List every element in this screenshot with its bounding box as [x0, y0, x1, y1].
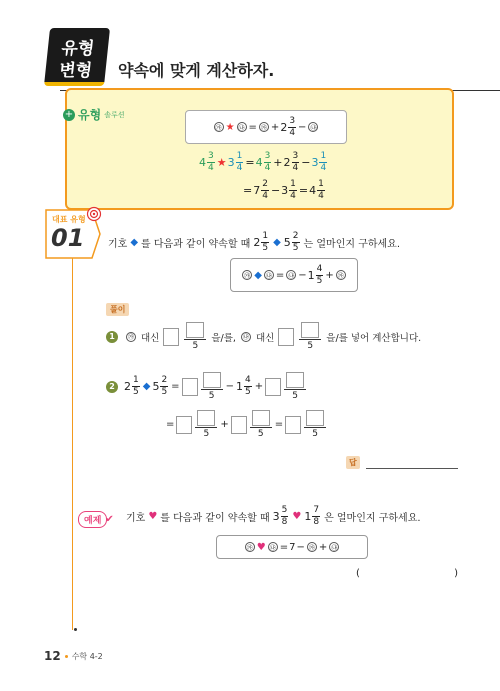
mixed-number [256, 152, 273, 173]
numerator: 1 [262, 231, 269, 241]
mixed-number [273, 506, 290, 527]
plus: + [254, 381, 264, 392]
answer-whole-box[interactable] [176, 416, 192, 434]
denominator: 4 [208, 163, 214, 173]
plus: + [318, 541, 328, 553]
equals: = [298, 184, 309, 197]
numerator: 3 [289, 115, 296, 126]
numerator: 4 [244, 375, 251, 385]
whole: 4 [199, 156, 206, 169]
answer-area [346, 456, 458, 469]
denominator: 5 [244, 387, 251, 397]
fraction [316, 265, 324, 286]
denominator: 4 [318, 191, 324, 201]
plus: + [270, 121, 280, 133]
problem-tag-num: 01 [51, 224, 85, 252]
example-answer[interactable] [356, 568, 458, 579]
solution-step-1 [106, 322, 421, 351]
fraction [261, 180, 269, 201]
page-number: 12 [44, 649, 61, 663]
step-number: 1 [106, 331, 118, 343]
minus: − [296, 541, 305, 553]
symbol-na: ㉯ [264, 270, 274, 280]
whole: 1 [307, 268, 315, 282]
minus: − [298, 269, 307, 281]
whole: 1 [304, 510, 312, 523]
type-badge [44, 28, 110, 86]
mixed-number [284, 232, 301, 253]
symbol-ga: ㉮ [336, 270, 346, 280]
fraction [292, 232, 300, 253]
answer-whole-box[interactable] [182, 378, 198, 396]
mixed-number [284, 152, 301, 173]
denominator: 4 [290, 191, 296, 201]
review-tag-sub: 솔루션 [104, 110, 125, 119]
fraction [207, 152, 215, 173]
whole: 1 [235, 380, 243, 393]
plus: + [325, 269, 334, 281]
fraction [244, 376, 252, 397]
denominator: 5 [208, 391, 215, 401]
numerator: 2 [161, 375, 168, 385]
whole: 5 [283, 236, 291, 249]
example-text: 기호 [126, 513, 146, 524]
denominator: 5 [203, 429, 210, 439]
check-icon: ✔ [105, 514, 114, 525]
step-text: 을/를 넣어 계산합니다. [326, 332, 422, 344]
equals: = [279, 541, 289, 553]
answer-numerator-box[interactable] [306, 410, 324, 426]
problem-text: 는 얼마인지 구하세요. [303, 239, 401, 250]
whole: 4 [255, 156, 263, 169]
whole: 3 [272, 510, 280, 523]
answer-whole-box[interactable] [265, 378, 281, 396]
answer-numerator-box[interactable] [203, 372, 221, 388]
numerator: 5 [281, 505, 288, 515]
minus: − [301, 156, 311, 169]
step-text: 대신 [141, 332, 160, 344]
equals: = [166, 419, 175, 430]
header [0, 0, 500, 100]
footer-dot [65, 655, 68, 658]
fraction [160, 376, 168, 397]
fraction [312, 506, 320, 527]
answer-whole-box[interactable] [278, 328, 294, 346]
mixed-number [228, 152, 245, 173]
diamond-icon: ◆ [254, 269, 262, 281]
badge-line2: 변형 [58, 61, 94, 81]
equals: = [171, 381, 180, 392]
fraction-answer [195, 410, 217, 439]
numerator: 1 [236, 151, 243, 161]
symbol-na: ㉯ [286, 270, 296, 280]
star-icon: ★ [216, 156, 227, 169]
problem-text: 를 다음과 같이 약속할 때 [141, 239, 251, 250]
numerator: 3 [208, 151, 214, 161]
equals: = [248, 121, 257, 133]
numerator: 3 [264, 151, 271, 161]
minus: − [298, 121, 307, 133]
symbol-ga: ㉮ [307, 542, 317, 552]
denominator: 5 [292, 243, 299, 253]
mixed-number [124, 376, 141, 397]
example-tag [78, 511, 114, 528]
denominator: 4 [289, 127, 296, 138]
example-text: 를 다음과 같이 약속할 때 [160, 513, 270, 524]
equals: = [274, 419, 284, 430]
page-title: 약속에 맞게 계산하자. [118, 61, 275, 80]
numerator: 1 [133, 375, 139, 385]
fraction [289, 180, 297, 201]
answer-numerator-box[interactable] [286, 372, 304, 388]
fraction [319, 152, 327, 173]
solution-label: 풀이 [106, 303, 129, 316]
symbol-na: ㉯ [329, 542, 339, 552]
denominator: 5 [292, 391, 298, 401]
plus-icon: + [64, 109, 74, 120]
numerator: 2 [292, 231, 299, 241]
review-tag-label: 유형 [78, 108, 102, 122]
denominator: 4 [292, 163, 299, 173]
symbol-ga: ㉮ [126, 332, 136, 342]
numerator: 7 [313, 505, 320, 515]
review-tag [63, 106, 124, 123]
example-text: 은 얼마인지 구하세요. [324, 513, 421, 524]
denominator: 5 [257, 429, 264, 439]
whole: 3 [281, 184, 289, 197]
answer-numerator-box[interactable] [252, 410, 270, 426]
numerator: 2 [262, 179, 268, 189]
numerator: 4 [316, 263, 323, 274]
answer-whole-box[interactable] [285, 416, 301, 434]
problem-statement [108, 232, 400, 253]
whole: 3 [227, 156, 235, 169]
step-text: 을/를, [211, 332, 236, 344]
mixed-number [280, 117, 297, 138]
symbol-ga: ㉮ [245, 542, 255, 552]
answer-whole-box[interactable] [231, 416, 247, 434]
fraction [132, 376, 140, 397]
answer-numerator-box[interactable] [301, 322, 319, 338]
step-text: 대신 [255, 332, 275, 344]
symbol-na: ㉯ [268, 542, 278, 552]
example-statement [126, 506, 421, 527]
whole: 2 [280, 120, 288, 134]
review-panel [65, 88, 454, 210]
denominator: 5 [262, 243, 269, 253]
symbol-ga: ㉮ [214, 122, 224, 132]
minus: − [225, 381, 234, 392]
review-line1 [199, 152, 328, 173]
whole: 5 [152, 380, 160, 393]
whole: 2 [253, 236, 261, 249]
denominator: 5 [161, 387, 168, 397]
symbol-na: ㉯ [237, 122, 247, 132]
fraction [264, 152, 272, 173]
symbol-ga: ㉮ [259, 122, 269, 132]
paren-open: ( [356, 568, 360, 579]
problem-text: 기호 [108, 239, 128, 250]
diamond-icon: ◆ [130, 237, 139, 248]
fraction-answer [201, 372, 223, 401]
symbol-ga: ㉮ [242, 270, 252, 280]
number: 7 [289, 541, 296, 553]
answer-line[interactable] [366, 457, 458, 469]
heart-icon: ♥ [292, 511, 302, 522]
fraction [281, 506, 289, 527]
denominator: 4 [264, 163, 271, 173]
margin-dot [74, 628, 77, 631]
solution-step-2-continued [166, 410, 327, 439]
mixed-number [199, 152, 216, 173]
numerator: 1 [290, 179, 296, 189]
minus: − [270, 184, 281, 197]
symbol-na: ㉯ [241, 332, 251, 342]
problem-rule-box [230, 258, 358, 292]
star-icon: ★ [225, 121, 235, 133]
mixed-number [308, 265, 325, 286]
denominator: 5 [133, 387, 139, 397]
denominator: 5 [316, 275, 323, 286]
answer-whole-box[interactable] [163, 328, 179, 346]
denominator: 4 [262, 191, 268, 201]
step-number: 2 [106, 381, 118, 393]
example-rule-box [216, 535, 368, 559]
equals: = [245, 156, 255, 169]
solution-step-2 [106, 372, 307, 401]
diamond-icon: ◆ [142, 381, 151, 392]
whole: 4 [309, 184, 317, 197]
equals: = [243, 184, 253, 197]
mixed-number [304, 506, 321, 527]
whole: 2 [124, 380, 131, 393]
plus: + [220, 419, 229, 430]
numerator: 1 [318, 179, 324, 189]
denominator: 5 [192, 341, 199, 351]
fraction [261, 232, 269, 253]
problem-tag [44, 208, 102, 260]
heart-icon: ♥ [148, 511, 158, 522]
whole: 3 [311, 156, 319, 169]
mixed-number [309, 180, 326, 201]
heart-icon: ♥ [256, 541, 266, 553]
whole: 7 [253, 184, 261, 197]
example-tag-label: 예제 [78, 511, 107, 528]
denominator: 5 [307, 341, 314, 351]
mixed-number [253, 232, 270, 253]
equals: = [275, 269, 285, 281]
fraction-answer [184, 322, 206, 351]
problem-tag-top: 대표 유형 [52, 215, 86, 224]
denominator: 4 [236, 163, 243, 173]
fraction-answer [284, 372, 306, 401]
fraction-answer [304, 410, 326, 439]
review-rule-box [185, 110, 347, 144]
mixed-number [236, 376, 253, 397]
footer-subject: 수학 4-2 [71, 651, 103, 661]
plus: + [273, 156, 283, 169]
mixed-number [253, 180, 270, 201]
footer [44, 649, 103, 663]
denominator: 8 [313, 517, 320, 527]
symbol-na: ㉯ [308, 122, 318, 132]
fraction-answer [299, 322, 321, 351]
paren-close: ) [454, 568, 458, 579]
diamond-icon: ◆ [273, 237, 281, 248]
mixed-number [152, 376, 169, 397]
numerator: 1 [320, 151, 327, 161]
answer-label: 답 [346, 456, 360, 469]
fraction [288, 117, 296, 138]
denominator: 5 [312, 429, 319, 439]
answer-numerator-box[interactable] [197, 410, 215, 426]
denominator: 4 [320, 163, 327, 173]
mixed-number [311, 152, 328, 173]
target-icon [86, 206, 102, 222]
mixed-number [281, 180, 298, 201]
numerator: 3 [292, 151, 299, 161]
whole: 2 [283, 156, 291, 169]
denominator: 8 [281, 517, 288, 527]
review-line2 [243, 180, 326, 201]
badge-line1: 유형 [60, 39, 96, 59]
answer-numerator-box[interactable] [186, 322, 204, 338]
fraction [236, 152, 244, 173]
fraction-answer [250, 410, 272, 439]
fraction [317, 180, 325, 201]
fraction [292, 152, 300, 173]
